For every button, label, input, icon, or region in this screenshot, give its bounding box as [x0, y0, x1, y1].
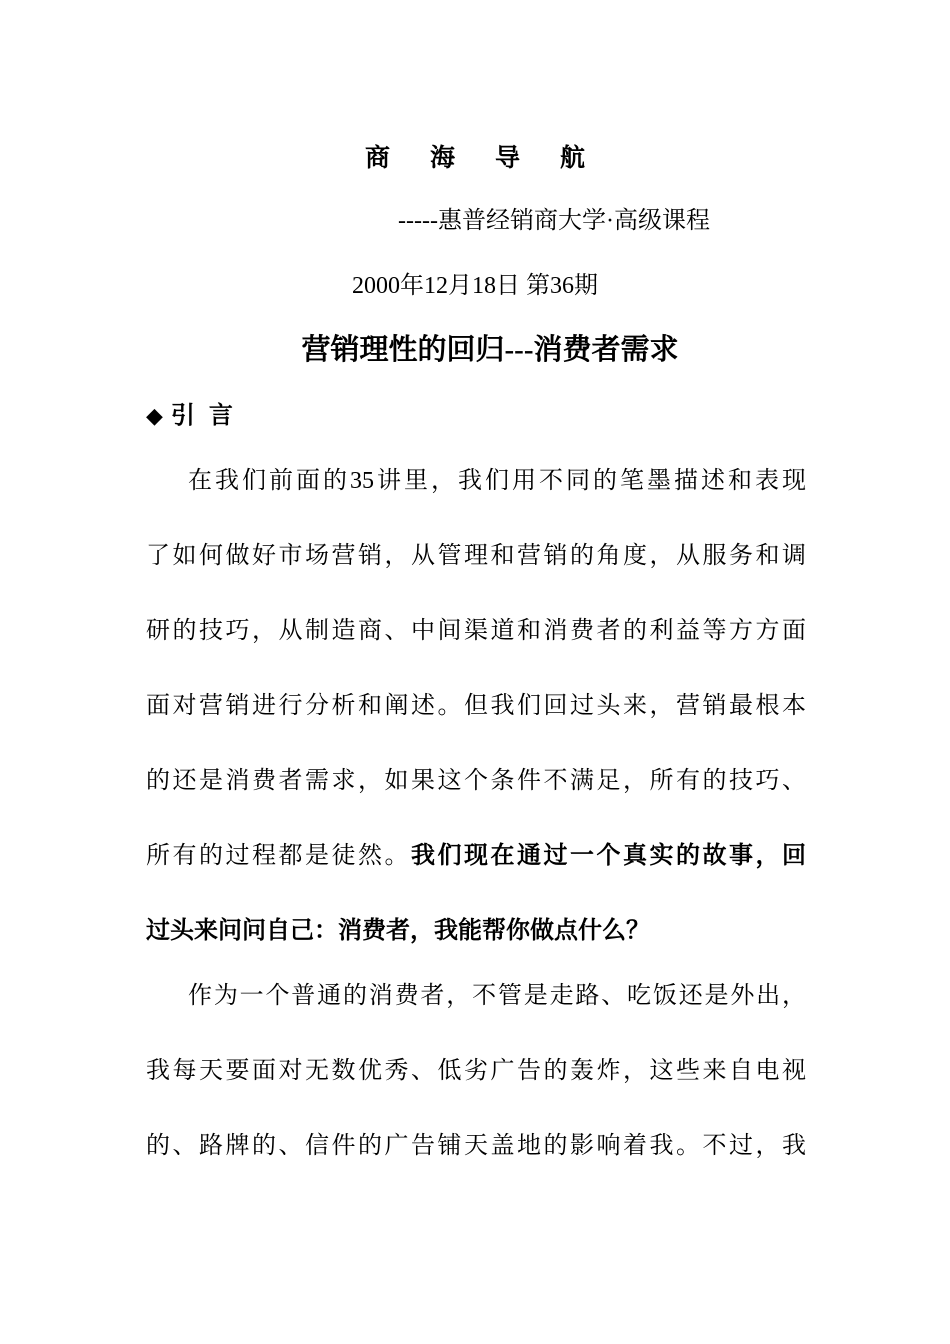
paragraph2-line2: 我每天要面对无数优秀、低劣广告的轰炸，这些来自电视	[146, 1058, 806, 1084]
paragraph1-line6-text: 所有的过程都是徒然。	[146, 843, 411, 869]
paragraph1-line1: 在我们前面的35讲里，我们用不同的笔墨描述和表现	[188, 468, 806, 494]
paragraph1-line3: 研的技巧，从制造商、中间渠道和消费者的利益等方方面	[146, 618, 806, 644]
paragraph1-line4: 面对营销进行分析和阐述。但我们回过头来，营销最根本	[146, 693, 806, 719]
paragraph1-line6-emphasis: 我们现在通过一个真实的故事，回	[411, 843, 806, 869]
section-heading	[146, 395, 247, 430]
paragraph1-line2: 了如何做好市场营销，从管理和营销的角度，从服务和调	[146, 543, 806, 569]
newsletter-subtitle: -----惠普经销商大学·高级课程	[398, 208, 710, 234]
article-headline: 营销理性的回归---消费者需求	[301, 334, 679, 366]
paragraph2-line1: 作为一个普通的消费者，不管是走路、吃饭还是外出，	[188, 983, 806, 1009]
section-title: 引言	[170, 403, 247, 429]
diamond-bullet-icon: ◆	[146, 404, 163, 429]
paragraph1-line6	[146, 835, 806, 870]
newsletter-title: 商海导航	[364, 145, 625, 172]
issue-date: 2000年12月18日 第36期	[352, 273, 598, 299]
paragraph1-line7-emphasis: 过头来问问自己：消费者，我能帮你做点什么？	[146, 918, 650, 944]
paragraph1-line5: 的还是消费者需求，如果这个条件不满足，所有的技巧、	[146, 768, 806, 794]
paragraph2-line3: 的、路牌的、信件的广告铺天盖地的影响着我。不过，我	[146, 1133, 806, 1159]
